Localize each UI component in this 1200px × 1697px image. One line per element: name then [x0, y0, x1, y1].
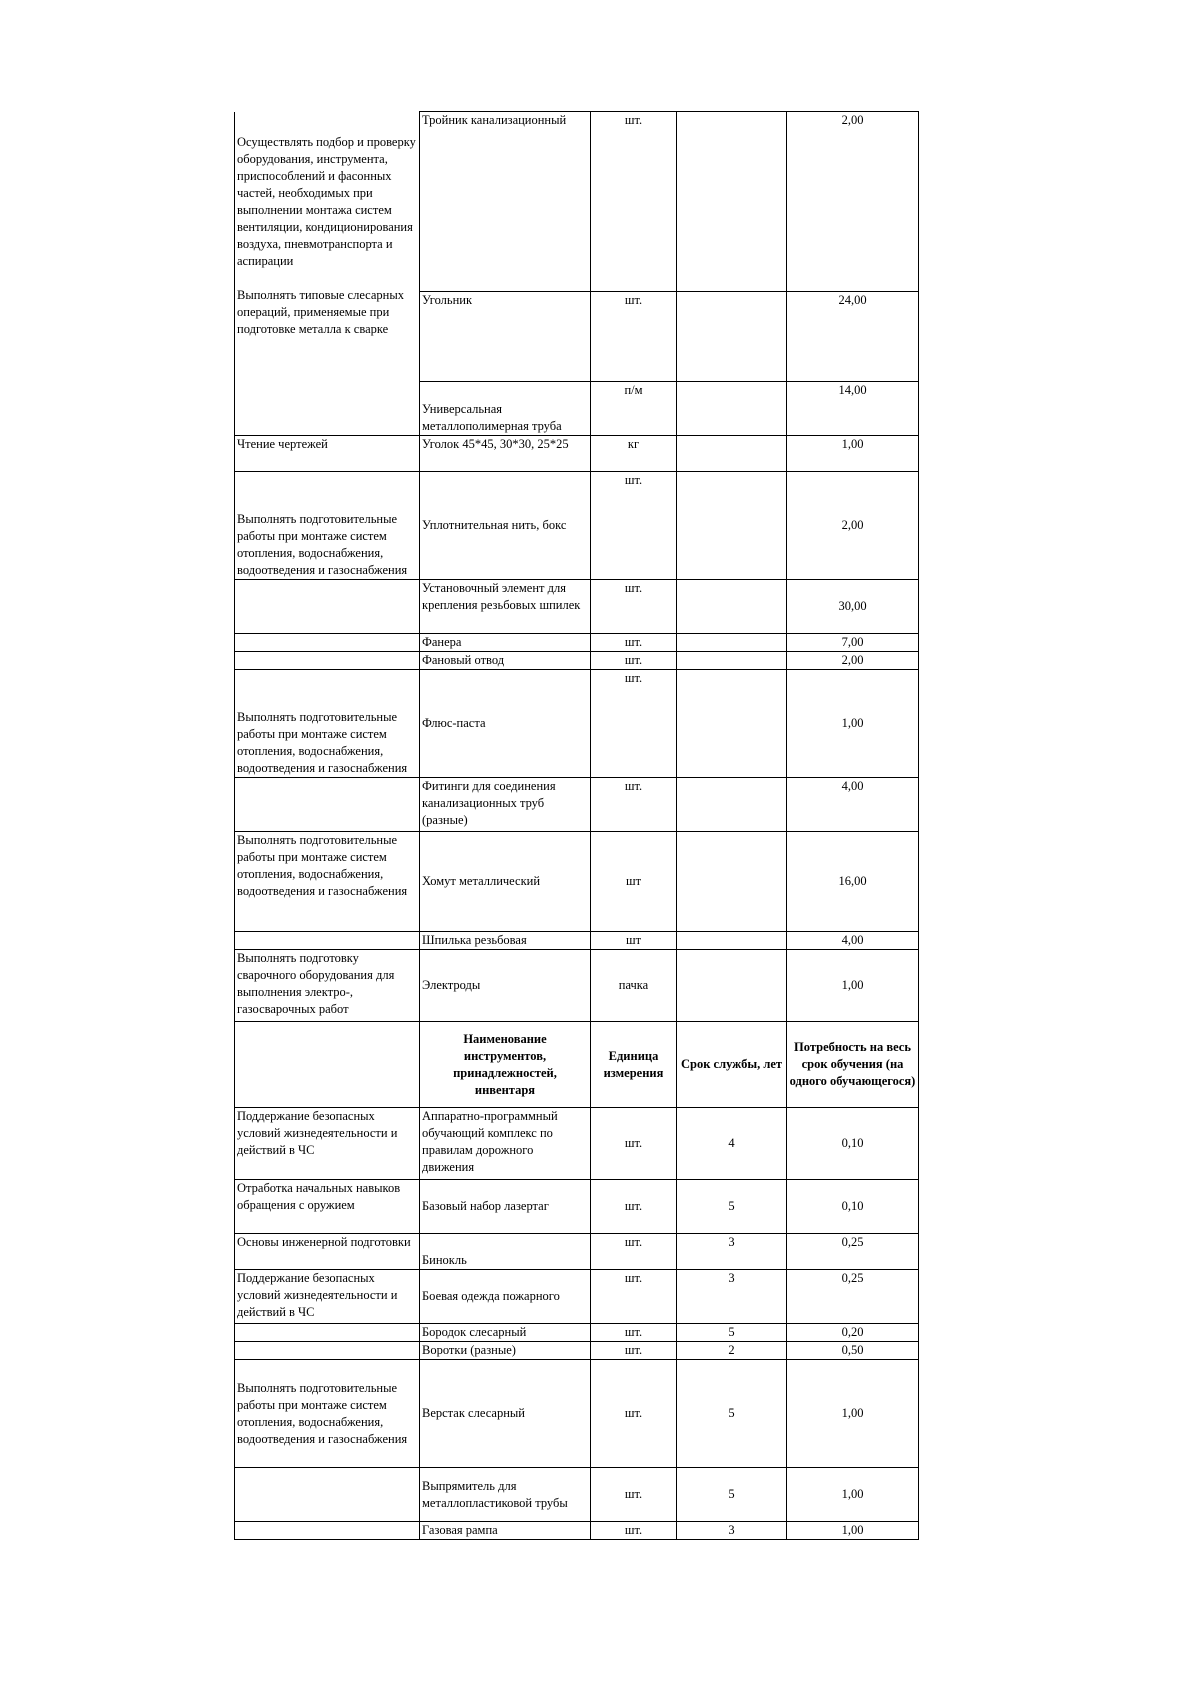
- life-cell: 5: [677, 1468, 787, 1522]
- life-cell: 2: [677, 1342, 787, 1360]
- table-row: [235, 1270, 919, 1324]
- topic-cell: [235, 1342, 420, 1360]
- need-cell: 0,50: [787, 1342, 919, 1360]
- item-cell: Флюс-паста: [420, 670, 591, 778]
- topic-cell: Поддержание безопасных условий жизнедеятельности и действий в ЧС: [235, 1270, 420, 1324]
- life-cell: 5: [677, 1324, 787, 1342]
- item-cell: Тройник канализационный: [420, 112, 591, 292]
- life-cell: 3: [677, 1270, 787, 1324]
- need-cell: 30,00: [787, 580, 919, 634]
- need-cell: 2,00: [787, 112, 919, 292]
- topic-cell: [235, 652, 420, 670]
- unit-cell: шт.: [591, 112, 677, 292]
- item-cell: Шпилька резьбовая: [420, 932, 591, 950]
- table-row: [235, 112, 919, 292]
- item-cell: Электроды: [420, 950, 591, 1022]
- document-page: [234, 111, 918, 1540]
- need-cell: 0,25: [787, 1234, 919, 1270]
- table-row: [235, 1108, 919, 1180]
- topic-cell: [235, 1522, 420, 1540]
- item-cell: Установочный элемент для крепления резьбовых шпилек: [420, 580, 591, 634]
- need-cell: 0,20: [787, 1324, 919, 1342]
- need-cell: 24,00: [787, 292, 919, 382]
- item-cell: Бинокль: [420, 1234, 591, 1270]
- item-cell: Фанера: [420, 634, 591, 652]
- item-cell: Газовая рампа: [420, 1522, 591, 1540]
- item-cell: Уплотнительная нить, бокс: [420, 472, 591, 580]
- header-topic: [235, 1022, 420, 1108]
- item-cell: Аппаратно-программный обучающий комплекс по правилам дорожного движения: [420, 1108, 591, 1180]
- table-row: [235, 1360, 919, 1468]
- table-row: [235, 1234, 919, 1270]
- unit-cell: шт.: [591, 1234, 677, 1270]
- item-cell: Уголок 45*45, 30*30, 25*25: [420, 436, 591, 472]
- unit-cell: шт: [591, 932, 677, 950]
- table-header-row: [235, 1022, 919, 1108]
- item-cell: Базовый набор лазертаг: [420, 1180, 591, 1234]
- table-row: [235, 652, 919, 670]
- table-row: [235, 1342, 919, 1360]
- need-cell: 7,00: [787, 634, 919, 652]
- unit-cell: шт.: [591, 1360, 677, 1468]
- need-cell: 2,00: [787, 652, 919, 670]
- need-cell: 16,00: [787, 832, 919, 932]
- life-cell: 5: [677, 1360, 787, 1468]
- life-cell: [677, 932, 787, 950]
- table-row: [235, 670, 919, 778]
- table-row: [235, 1180, 919, 1234]
- equipment-table: [234, 111, 919, 1540]
- table-row: [235, 436, 919, 472]
- need-cell: 1,00: [787, 1522, 919, 1540]
- life-cell: [677, 832, 787, 932]
- table-row: [235, 932, 919, 950]
- unit-cell: шт.: [591, 1108, 677, 1180]
- item-cell: Бородок слесарный: [420, 1324, 591, 1342]
- table-row: [235, 580, 919, 634]
- topic-cell: Основы инженерной подготовки: [235, 1234, 420, 1270]
- life-cell: [677, 472, 787, 580]
- unit-cell: шт.: [591, 778, 677, 832]
- topic-cell: [235, 778, 420, 832]
- need-cell: 1,00: [787, 670, 919, 778]
- life-cell: 3: [677, 1234, 787, 1270]
- item-cell: Верстак слесарный: [420, 1360, 591, 1468]
- topic-cell: Чтение чертежей: [235, 436, 420, 472]
- need-cell: 1,00: [787, 436, 919, 472]
- topic-cell: [235, 634, 420, 652]
- need-cell: 0,10: [787, 1180, 919, 1234]
- table-row: [235, 1522, 919, 1540]
- topic-cell: Выполнять подготовительные работы при монтаже систем отопления, водоснабжения, водоотведения и газоснабжения: [235, 1360, 420, 1468]
- life-cell: [677, 436, 787, 472]
- table-row: [235, 1324, 919, 1342]
- header-item: Наименование инструментов, принадлежностей, инвентаря: [420, 1022, 591, 1108]
- unit-cell: шт.: [591, 1522, 677, 1540]
- unit-cell: шт.: [591, 1270, 677, 1324]
- life-cell: [677, 382, 787, 436]
- unit-cell: шт.: [591, 1180, 677, 1234]
- topic-cell: [235, 580, 420, 634]
- header-unit: Единица измерения: [591, 1022, 677, 1108]
- unit-cell: шт.: [591, 670, 677, 778]
- need-cell: 1,00: [787, 1360, 919, 1468]
- unit-cell: шт.: [591, 1468, 677, 1522]
- item-cell: Универсальная металлополимерная труба: [420, 382, 591, 436]
- need-cell: 2,00: [787, 472, 919, 580]
- table-row: [235, 950, 919, 1022]
- life-cell: [677, 580, 787, 634]
- topic-cell: Выполнять подготовительные работы при монтаже систем отопления, водоснабжения, водоотведения и газоснабжения: [235, 670, 420, 778]
- unit-cell: шт.: [591, 1324, 677, 1342]
- topic-cell: Выполнять подготовительные работы при монтаже систем отопления, водоснабжения, водоотведения и газоснабжения: [235, 472, 420, 580]
- topic-cell: Поддержание безопасных условий жизнедеятельности и действий в ЧС: [235, 1108, 420, 1180]
- item-cell: Боевая одежда пожарного: [420, 1270, 591, 1324]
- unit-cell: шт.: [591, 472, 677, 580]
- topic-cell: [235, 1324, 420, 1342]
- need-cell: 1,00: [787, 950, 919, 1022]
- need-cell: 0,10: [787, 1108, 919, 1180]
- topic-text: Осуществлять подбор и проверку оборудования, инструмента, приспособлений и фасонных частей, необходимых при выполнении монтажа систем вентиляции, кондиционирования воздуха, пневмотранспорта и аспирации: [237, 134, 416, 268]
- unit-cell: шт.: [591, 652, 677, 670]
- header-life: Срок службы, лет: [677, 1022, 787, 1108]
- item-cell: Хомут металлический: [420, 832, 591, 932]
- item-cell: Воротки (разные): [420, 1342, 591, 1360]
- topic-text: Выполнять типовые слесарных операций, применяемые при подготовке металла к сварке: [237, 287, 405, 336]
- topic-cell: [235, 112, 420, 436]
- need-cell: 14,00: [787, 382, 919, 436]
- item-cell: Фитинги для соединения канализационных труб (разные): [420, 778, 591, 832]
- life-cell: [677, 950, 787, 1022]
- table-row: [235, 778, 919, 832]
- item-cell: Выпрямитель для металлопластиковой трубы: [420, 1468, 591, 1522]
- unit-cell: шт.: [591, 1342, 677, 1360]
- need-cell: 4,00: [787, 932, 919, 950]
- table-row: [235, 472, 919, 580]
- need-cell: 0,25: [787, 1270, 919, 1324]
- unit-cell: пачка: [591, 950, 677, 1022]
- life-cell: 4: [677, 1108, 787, 1180]
- topic-cell: Выполнять подготовку сварочного оборудования для выполнения электро-, газосварочных работ: [235, 950, 420, 1022]
- life-cell: [677, 634, 787, 652]
- life-cell: [677, 778, 787, 832]
- unit-cell: шт.: [591, 634, 677, 652]
- life-cell: 5: [677, 1180, 787, 1234]
- unit-cell: шт: [591, 832, 677, 932]
- topic-cell: Выполнять подготовительные работы при монтаже систем отопления, водоснабжения, водоотведения и газоснабжения: [235, 832, 420, 932]
- life-cell: [677, 112, 787, 292]
- unit-cell: шт.: [591, 580, 677, 634]
- item-cell: Угольник: [420, 292, 591, 382]
- item-cell: Фановый отвод: [420, 652, 591, 670]
- life-cell: 3: [677, 1522, 787, 1540]
- unit-cell: шт.: [591, 292, 677, 382]
- topic-cell: Отработка начальных навыков обращения с оружием: [235, 1180, 420, 1234]
- topic-cell: [235, 1468, 420, 1522]
- life-cell: [677, 292, 787, 382]
- unit-cell: п/м: [591, 382, 677, 436]
- life-cell: [677, 670, 787, 778]
- need-cell: 4,00: [787, 778, 919, 832]
- unit-cell: кг: [591, 436, 677, 472]
- topic-cell: [235, 932, 420, 950]
- need-cell: 1,00: [787, 1468, 919, 1522]
- life-cell: [677, 652, 787, 670]
- header-need: Потребность на весь срок обучения (на одного обучающегося): [787, 1022, 919, 1108]
- table-row: [235, 832, 919, 932]
- table-row: [235, 634, 919, 652]
- table-row: [235, 1468, 919, 1522]
